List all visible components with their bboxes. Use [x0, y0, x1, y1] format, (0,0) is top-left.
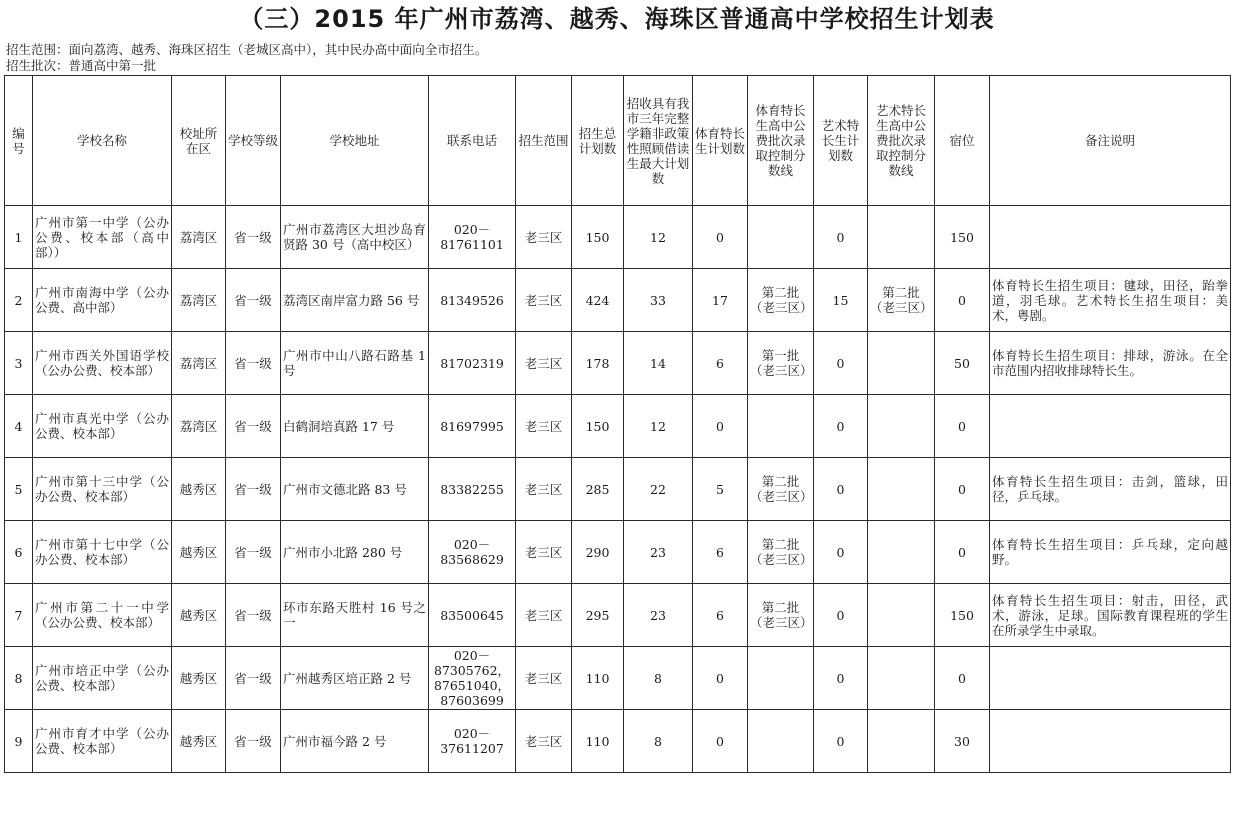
- enrollment-batch: 招生批次：普通高中第一批: [6, 58, 157, 73]
- cell-art-line: [868, 647, 935, 710]
- cell-level: 省一级: [226, 584, 281, 647]
- cell-total: 295: [572, 584, 624, 647]
- cell-level: 省一级: [226, 332, 281, 395]
- cell-total: 110: [572, 647, 624, 710]
- cell-hukou: 12: [624, 395, 693, 458]
- cell-school-name: 广州市第一中学（公办公费、校本部（高中部））: [33, 206, 172, 269]
- header-row: [5, 76, 1231, 206]
- cell-range: 老三区: [516, 584, 572, 647]
- cell-dorm: 0: [935, 647, 990, 710]
- cell-sport-line: 第二批（老三区）: [748, 584, 814, 647]
- cell-phone: 83500645: [429, 584, 516, 647]
- cell-school-name: 广州市第二十一中学（公办公费、校本部）: [33, 584, 172, 647]
- cell-notes: 体育特长生招生项目：乒乓球，定向越野。: [990, 521, 1231, 584]
- cell-address: 广州市小北路 280 号: [281, 521, 429, 584]
- table-row: [5, 395, 1231, 458]
- cell-phone: 81349526: [429, 269, 516, 332]
- cell-total: 285: [572, 458, 624, 521]
- header-range: 招生范围: [516, 76, 572, 206]
- cell-sport-line: 第二批（老三区）: [748, 269, 814, 332]
- cell-address: 白鹤洞培真路 17 号: [281, 395, 429, 458]
- cell-art-plan: 0: [814, 206, 868, 269]
- cell-sport-plan: 0: [693, 647, 748, 710]
- cell-no: 9: [5, 710, 33, 773]
- table-row: [5, 521, 1231, 584]
- cell-hukou: 33: [624, 269, 693, 332]
- header-no: 编号: [5, 76, 33, 206]
- table-row: [5, 206, 1231, 269]
- cell-district: 越秀区: [172, 584, 226, 647]
- cell-address: 广州市福今路 2 号: [281, 710, 429, 773]
- header-district: 校址所在区: [172, 76, 226, 206]
- header-name: 学校名称: [33, 76, 172, 206]
- cell-level: 省一级: [226, 458, 281, 521]
- cell-phone: 020－87305762，87651040，87603699: [429, 647, 516, 710]
- cell-school-name: 广州市培正中学（公办公费、校本部）: [33, 647, 172, 710]
- cell-no: 1: [5, 206, 33, 269]
- cell-art-plan: 15: [814, 269, 868, 332]
- cell-address: 广州市中山八路石路基 1 号: [281, 332, 429, 395]
- header-sport-plan: 体育特长生计划数: [693, 76, 748, 206]
- cell-notes: 体育特长生招生项目：毽球，田径，跆拳道，羽毛球。艺术特长生招生项目：美术，粤剧。: [990, 269, 1231, 332]
- cell-art-plan: 0: [814, 584, 868, 647]
- cell-district: 荔湾区: [172, 206, 226, 269]
- cell-total: 150: [572, 206, 624, 269]
- cell-no: 2: [5, 269, 33, 332]
- cell-sport-plan: 6: [693, 584, 748, 647]
- cell-no: 6: [5, 521, 33, 584]
- cell-art-plan: 0: [814, 458, 868, 521]
- cell-district: 荔湾区: [172, 332, 226, 395]
- header-art-line: 艺术特长生高中公费批次录取控制分数线: [868, 76, 935, 206]
- header-sport-line: 体育特长生高中公费批次录取控制分数线: [748, 76, 814, 206]
- table-row: [5, 647, 1231, 710]
- cell-dorm: 0: [935, 458, 990, 521]
- cell-total: 150: [572, 395, 624, 458]
- cell-range: 老三区: [516, 710, 572, 773]
- cell-hukou: 8: [624, 710, 693, 773]
- cell-school-name: 广州市第十三中学（公办公费、校本部）: [33, 458, 172, 521]
- cell-art-line: 第二批（老三区）: [868, 269, 935, 332]
- cell-sport-plan: 6: [693, 521, 748, 584]
- cell-sport-plan: 5: [693, 458, 748, 521]
- table-row: [5, 332, 1231, 395]
- cell-dorm: 0: [935, 269, 990, 332]
- cell-sport-line: 第二批（老三区）: [748, 521, 814, 584]
- cell-art-plan: 0: [814, 647, 868, 710]
- table-row: [5, 584, 1231, 647]
- cell-dorm: 0: [935, 521, 990, 584]
- cell-school-name: 广州市西关外国语学校（公办公费、校本部）: [33, 332, 172, 395]
- cell-dorm: 50: [935, 332, 990, 395]
- cell-art-plan: 0: [814, 521, 868, 584]
- cell-district: 越秀区: [172, 647, 226, 710]
- cell-hukou: 14: [624, 332, 693, 395]
- cell-sport-line: [748, 647, 814, 710]
- cell-no: 3: [5, 332, 33, 395]
- cell-range: 老三区: [516, 269, 572, 332]
- cell-notes: [990, 710, 1231, 773]
- cell-art-plan: 0: [814, 710, 868, 773]
- cell-notes: [990, 395, 1231, 458]
- header-art-plan: 艺术特长生计划数: [814, 76, 868, 206]
- header-level: 学校等级: [226, 76, 281, 206]
- cell-dorm: 30: [935, 710, 990, 773]
- cell-phone: 81697995: [429, 395, 516, 458]
- cell-no: 4: [5, 395, 33, 458]
- cell-hukou: 22: [624, 458, 693, 521]
- cell-district: 越秀区: [172, 710, 226, 773]
- table-row: [5, 458, 1231, 521]
- cell-range: 老三区: [516, 206, 572, 269]
- cell-school-name: 广州市南海中学（公办公费、高中部）: [33, 269, 172, 332]
- table-row: [5, 269, 1231, 332]
- cell-address: 环市东路天胜村 16 号之一: [281, 584, 429, 647]
- cell-art-plan: 0: [814, 332, 868, 395]
- cell-dorm: 150: [935, 584, 990, 647]
- cell-district: 荔湾区: [172, 395, 226, 458]
- cell-level: 省一级: [226, 269, 281, 332]
- header-notes: 备注说明: [990, 76, 1231, 206]
- cell-sport-line: 第二批（老三区）: [748, 458, 814, 521]
- cell-art-line: [868, 395, 935, 458]
- cell-notes: 体育特长生招生项目：排球，游泳。在全市范围内招收排球特长生。: [990, 332, 1231, 395]
- cell-address: 广州市荔湾区大坦沙岛育贤路 30 号（高中校区）: [281, 206, 429, 269]
- cell-art-line: [868, 332, 935, 395]
- cell-sport-line: [748, 206, 814, 269]
- cell-art-line: [868, 458, 935, 521]
- cell-sport-plan: 17: [693, 269, 748, 332]
- header-total: 招生总计划数: [572, 76, 624, 206]
- cell-level: 省一级: [226, 647, 281, 710]
- cell-sport-line: [748, 710, 814, 773]
- header-dorm: 宿位: [935, 76, 990, 206]
- cell-sport-plan: 0: [693, 206, 748, 269]
- cell-district: 越秀区: [172, 521, 226, 584]
- cell-school-name: 广州市育才中学（公办公费、校本部）: [33, 710, 172, 773]
- cell-phone: 81702319: [429, 332, 516, 395]
- cell-art-line: [868, 584, 935, 647]
- cell-phone: 020－37611207: [429, 710, 516, 773]
- cell-total: 290: [572, 521, 624, 584]
- cell-dorm: 150: [935, 206, 990, 269]
- cell-district: 越秀区: [172, 458, 226, 521]
- header-hukou: 招收具有我市三年完整学籍非政策性照顾借读生最大计划数: [624, 76, 693, 206]
- cell-no: 5: [5, 458, 33, 521]
- cell-address: 广州市文德北路 83 号: [281, 458, 429, 521]
- cell-total: 424: [572, 269, 624, 332]
- cell-range: 老三区: [516, 332, 572, 395]
- cell-no: 7: [5, 584, 33, 647]
- cell-art-plan: 0: [814, 395, 868, 458]
- cell-range: 老三区: [516, 395, 572, 458]
- cell-level: 省一级: [226, 206, 281, 269]
- enrollment-scope: 招生范围：面向荔湾、越秀、海珠区招生（老城区高中），其中民办高中面向全市招生。: [6, 42, 488, 57]
- cell-range: 老三区: [516, 458, 572, 521]
- cell-notes: [990, 647, 1231, 710]
- cell-address: 荔湾区南岸富力路 56 号: [281, 269, 429, 332]
- page-title: （三）2015 年广州市荔湾、越秀、海珠区普通高中学校招生计划表: [239, 5, 995, 33]
- cell-district: 荔湾区: [172, 269, 226, 332]
- cell-level: 省一级: [226, 395, 281, 458]
- cell-sport-line: 第一批（老三区）: [748, 332, 814, 395]
- cell-hukou: 23: [624, 584, 693, 647]
- cell-notes: 体育特长生招生项目：击剑，篮球，田径，乒乓球。: [990, 458, 1231, 521]
- cell-school-name: 广州市真光中学（公办公费、校本部）: [33, 395, 172, 458]
- header-phone: 联系电话: [429, 76, 516, 206]
- cell-art-line: [868, 206, 935, 269]
- cell-phone: 83382255: [429, 458, 516, 521]
- cell-art-line: [868, 521, 935, 584]
- cell-sport-plan: 0: [693, 395, 748, 458]
- cell-notes: [990, 206, 1231, 269]
- cell-notes: 体育特长生招生项目：射击，田径，武术，游泳，足球。国际教育课程班的学生在所录学生中录取。: [990, 584, 1231, 647]
- cell-dorm: 0: [935, 395, 990, 458]
- cell-range: 老三区: [516, 521, 572, 584]
- cell-level: 省一级: [226, 521, 281, 584]
- cell-sport-plan: 6: [693, 332, 748, 395]
- cell-hukou: 23: [624, 521, 693, 584]
- table-row: [5, 710, 1231, 773]
- cell-hukou: 8: [624, 647, 693, 710]
- cell-range: 老三区: [516, 647, 572, 710]
- cell-no: 8: [5, 647, 33, 710]
- cell-art-line: [868, 710, 935, 773]
- cell-school-name: 广州市第十七中学（公办公费、校本部）: [33, 521, 172, 584]
- cell-level: 省一级: [226, 710, 281, 773]
- header-address: 学校地址: [281, 76, 429, 206]
- cell-sport-plan: 0: [693, 710, 748, 773]
- cell-sport-line: [748, 395, 814, 458]
- cell-phone: 020－81761101: [429, 206, 516, 269]
- cell-address: 广州越秀区培正路 2 号: [281, 647, 429, 710]
- cell-total: 178: [572, 332, 624, 395]
- cell-hukou: 12: [624, 206, 693, 269]
- enrollment-plan-table: [4, 75, 1231, 773]
- cell-phone: 020－83568629: [429, 521, 516, 584]
- cell-total: 110: [572, 710, 624, 773]
